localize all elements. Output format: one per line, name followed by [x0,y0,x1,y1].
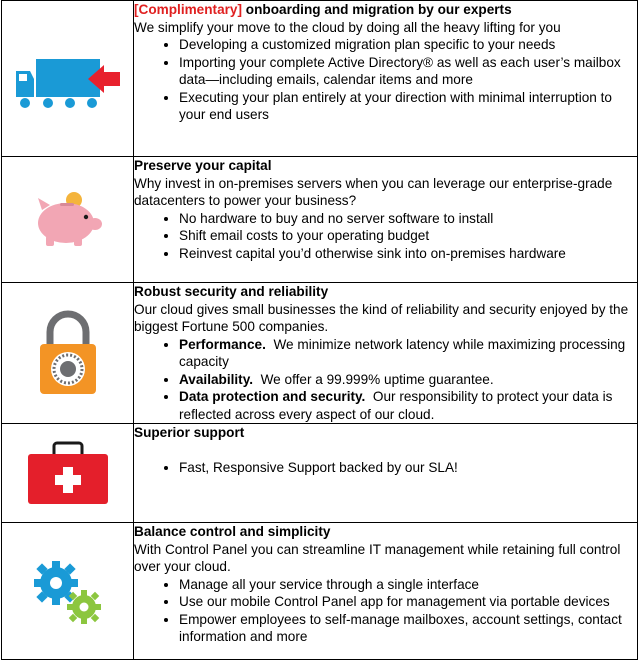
feature-row-capital [2,157,638,283]
list-item: • Data protection and security. Our responsibility to protect your data is reflected across every aspect of our cloud. [179,388,637,423]
feature-title: Robust security and reliability [134,284,329,299]
first-aid-kit-icon [26,440,110,506]
feature-text [134,523,638,660]
feature-bullets [134,576,637,646]
list-item: • Availability. We offer a 99.999% uptime guarantee. [179,371,637,389]
feature-text [134,1,638,157]
feature-bullets [134,210,637,263]
list-item: • Developing a customized migration plan specific to your needs [179,36,637,54]
feature-intro: With Control Panel you can streamline IT management while retaining full control over your cloud. [134,541,621,574]
title-prefix: [Complimentary] [134,2,243,17]
feature-row-support [2,424,638,523]
feature-title: Preserve your capital [134,158,272,173]
feature-bullets [134,336,637,424]
list-item: • Empower employees to self-manage mailboxes, account settings, contact information and more [179,611,637,646]
icon-cell [2,157,134,283]
list-item: • Executing your plan entirely at your direction with minimal interruption to your end users [179,89,637,124]
list-item: • Performance. We minimize network latency while maximizing processing capacity [179,336,637,371]
list-item: • Shift email costs to your operating budget [179,227,637,245]
feature-text [134,157,638,283]
piggy-bank-icon [28,188,108,252]
feature-intro: Why invest in on-premises servers when you can leverage our enterprise-grade datacenters to power your business? [134,175,613,208]
list-item: • No hardware to buy and no server software to install [179,210,637,228]
list-item: • Reinvest capital you’d otherwise sink into on-premises hardware [179,245,637,263]
list-item: • Manage all your service through a single interface [179,576,637,594]
feature-text [134,283,638,424]
feature-title: [Complimentary] onboarding and migration by our experts [134,2,512,17]
list-item: • Fast, Responsive Support backed by our SLA! [179,459,637,477]
feature-bullets [134,459,637,477]
feature-text [134,424,638,523]
icon-cell [2,424,134,523]
padlock-icon [36,308,100,398]
feature-row-control [2,523,638,660]
icon-cell [2,523,134,660]
feature-title: Superior support [134,425,245,440]
feature-row-migration [2,1,638,157]
list-item: • Use our mobile Control Panel app for management via portable devices [179,593,637,611]
icon-cell [2,1,134,157]
feature-intro: Our cloud gives small businesses the kind of reliability and security enjoyed by the biggest Fortune 500 companies. [134,301,629,334]
feature-row-security [2,283,638,424]
feature-intro: We simplify your move to the cloud by doing all the heavy lifting for you [134,19,561,35]
list-item: • Importing your complete Active Directory® as well as each user’s mailbox data—including emails, calendar items and more [179,54,637,89]
gears-icon [28,555,108,627]
feature-bullets [134,36,637,124]
icon-cell [2,283,134,424]
features-table [1,0,638,660]
feature-title: Balance control and simplicity [134,524,331,539]
truck-icon [12,49,124,109]
